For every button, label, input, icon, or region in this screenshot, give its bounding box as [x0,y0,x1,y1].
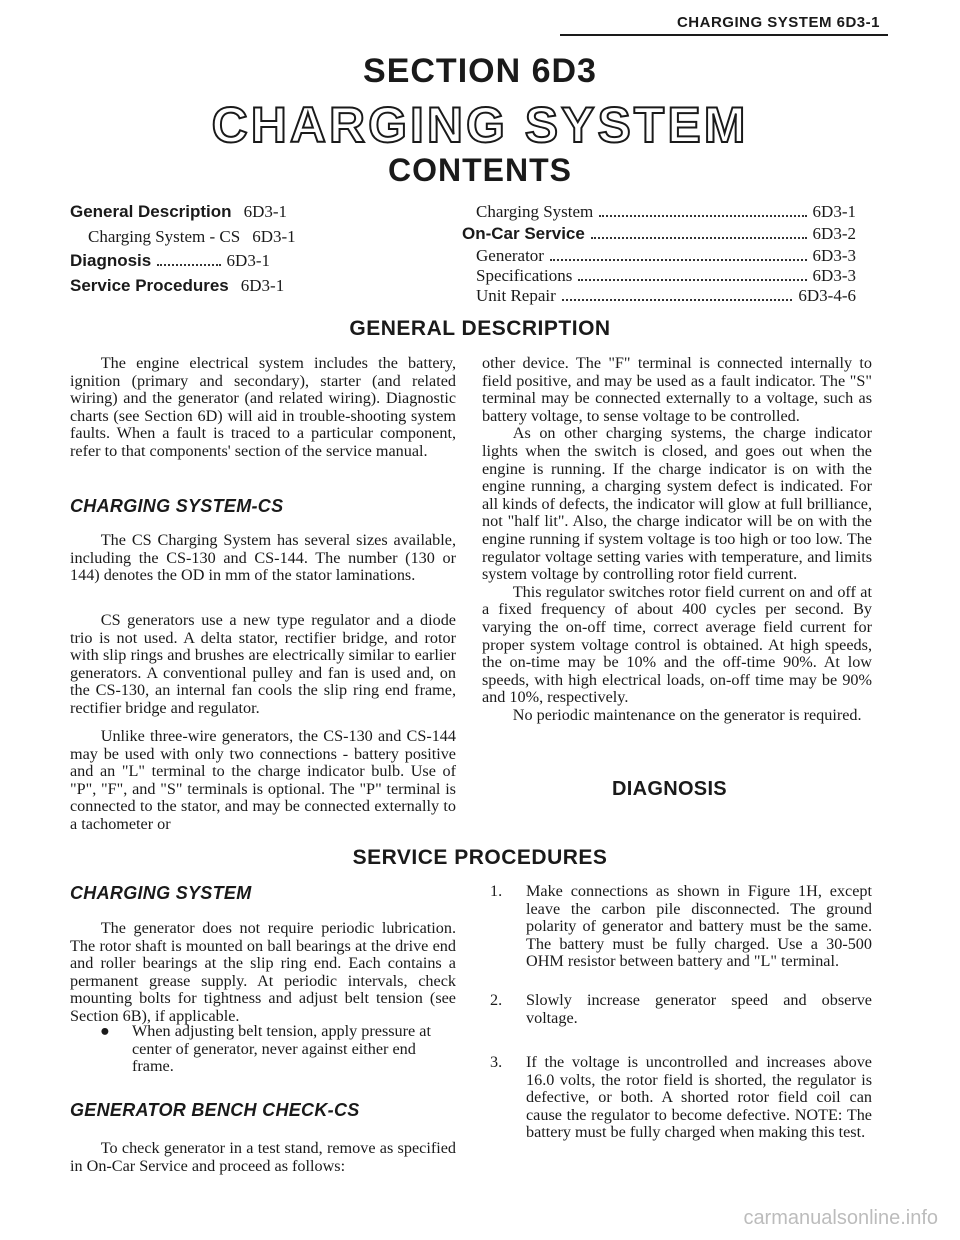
toc-item-page: 6D3-1 [252,227,296,246]
cs-paragraph-block-2 [70,612,456,718]
running-head: CHARGING SYSTEM 6D3-1 [676,14,880,31]
step-text: Slowly increase generator speed and observe voltage. [526,991,872,1027]
page-title: CHARGING SYSTEM [211,97,749,153]
toc-item-label: Charging System - CS [88,227,241,246]
step-number: 3. [490,1053,503,1071]
cs-paragraph-2: CS generators use a new type regulator and a diode trio is not used. A delta stator, rectifier bridge, and rotor with slip rings and brushes are electrically similar to earlier generators. A conventional pulley and fan is used and, on the CS-130, an internal fan cools the slip ring end frame, rectifier bridge and regulator. [70,611,456,717]
cs-paragraph-block-3 [70,728,456,834]
toc-item-page: 6D3-4-6 [798,286,856,305]
bullet-text: When adjusting belt tension, apply pressure at center of generator, never against either end frame. [132,1022,431,1076]
toc-item-on-car-service[interactable] [462,224,856,244]
toc-item-charging-system-cs[interactable] [88,227,296,247]
charge-indicator-paragraph: As on other charging systems, the charge indicator lights when the switch is closed, and goes out when the engine is running. If the charge indicator is on with the engine running, a charging system defect is indicated. For all kinds of defects, the indicator will glow at full brilliance, not "half lit". Also, the charge indicator will be on with the engine running if system voltage is too high or too low. The regulator voltage setting varies with temperature, and limits system voltage by controlling rotor field current. [482,424,872,584]
toc-item-label: General Description [70,202,232,221]
toc-item-service-procedures[interactable] [70,276,285,296]
cs-paragraph-block-1 [70,532,456,585]
toc-item-diagnosis[interactable] [70,251,270,271]
toc-leader-dots [578,279,806,281]
maintenance-paragraph: No periodic maintenance on the generator is required. [512,705,862,724]
toc-item-label: Service Procedures [70,276,229,295]
terminal-paragraph: other device. The "F" terminal is connected internally to field positive, and may be used as a fault indicator. The "S" terminal may be connected externally to a voltage, such as battery voltage, to sense voltage to be controlled. [482,354,872,425]
toc-item-page: 6D3-3 [812,266,856,285]
toc-leader-dots [599,215,806,217]
toc-item-label: On-Car Service [462,224,585,243]
toc-item-label: Diagnosis [70,251,152,270]
toc-item-page: 6D3-1 [243,202,288,221]
toc-item-label: Charging System [476,202,594,221]
toc-item-page: 6D3-2 [812,224,856,243]
section-title: SECTION 6D3 [363,52,597,90]
toc-item-page: 6D3-1 [812,202,856,221]
toc-item-generator[interactable] [476,246,856,266]
regulator-paragraph: This regulator switches rotor field current on and off at a fixed frequency of about 400 cycles per second. By varying the on-off time, correct average field current for proper system voltage control is obtained. At high speeds, the on-time may be 10% and the off-time 90%. At low speeds, with high electrical loads, on-off time may be 90% and 10%, respectively. [482,582,872,707]
step-number: 1. [490,882,503,900]
belt-tension-bullet [100,1023,454,1079]
toc-leader-dots [550,259,807,261]
bench-paragraph-block [70,1140,456,1175]
running-head-rule [560,34,888,36]
toc-item-charging-system[interactable] [476,202,856,222]
step-text: If the voltage is uncontrolled and increases above 16.0 volts, the rotor field is shorted, the regulator is defective, or both. A shorted rotor field coil can cause the regulator to become defective. NOTE: The battery must be fully charged when making this test. [526,1053,872,1142]
intro-paragraph-block [70,355,456,461]
toc-item-page: 6D3-1 [226,251,270,270]
right-column-block [482,355,872,724]
step-text: Make connections as shown in Figure 1H, except leave the carbon pile disconnected. The ground polarity of generator and battery must be the same. The battery must be fully charged. Use a 30-500 OHM resistor between battery and "L" terminal. [526,882,872,971]
toc-leader-dots [591,237,807,239]
charging-system-cs-heading: CHARGING SYSTEM-CS [70,496,284,516]
service-procedures-heading: SERVICE PROCEDURES [352,846,608,869]
toc-leader-dots [562,299,793,301]
toc-item-label: Specifications [476,266,573,285]
charging-paragraph-block [70,920,456,1026]
bullet-dot: ● [100,1022,110,1040]
contents-heading: CONTENTS [388,152,572,188]
diagnosis-heading: DIAGNOSIS [612,778,727,800]
step-3 [490,1054,872,1174]
toc-item-unit-repair[interactable] [476,286,856,306]
toc-item-general-description[interactable] [70,202,288,222]
step-1 [490,883,872,977]
general-description-heading: GENERAL DESCRIPTION [349,317,611,340]
step-number: 2. [490,991,503,1009]
toc-item-label: Generator [476,246,544,265]
toc-item-specifications[interactable] [476,266,856,286]
bench-paragraph: To check generator in a test stand, remove as specified in On-Car Service and proceed as follows: [70,1139,456,1175]
toc-item-page: 6D3-1 [240,276,285,295]
charging-paragraph: The generator does not require periodic lubrication. The rotor shaft is mounted on ball bearings at the drive end and roller bearings at the slip ring end. Each contains a permanent grease supply. At periodic intervals, check mounting bolts for tightness and adjust belt tension (see Section 6B), if applicable. [70,919,456,1025]
bench-check-heading: GENERATOR BENCH CHECK-CS [70,1100,360,1120]
toc-item-page: 6D3-3 [812,246,856,265]
cs-paragraph-3: Unlike three-wire generators, the CS-130 and CS-144 may be used with only two connections - battery positive and an "L" terminal to the charge indicator bulb. Use of "P", "F", and "S" terminals is optional. The "P" terminal is connected to the stator, and may be connected externally to a tachometer or [70,727,456,833]
step-2 [490,992,872,1032]
cs-paragraph-1: The CS Charging System has several sizes available, including the CS-130 and CS-144. The number (130 or 144) denotes the OD in mm of the stator laminations. [70,531,456,585]
charging-system-heading: CHARGING SYSTEM [70,883,252,903]
watermark: carmanualsonline.info [743,1207,938,1229]
intro-paragraph: The engine electrical system includes the battery, ignition (primary and secondary), starter (and related wiring) and the generator (and related wiring). Diagnostic charts (see Section 6D) will aid in trouble-shooting system faults. When a fault is traced to a particular component, refer to that components' section of the service manual. [70,354,456,460]
toc-item-label: Unit Repair [476,286,556,305]
toc-leader-dots [157,264,220,266]
